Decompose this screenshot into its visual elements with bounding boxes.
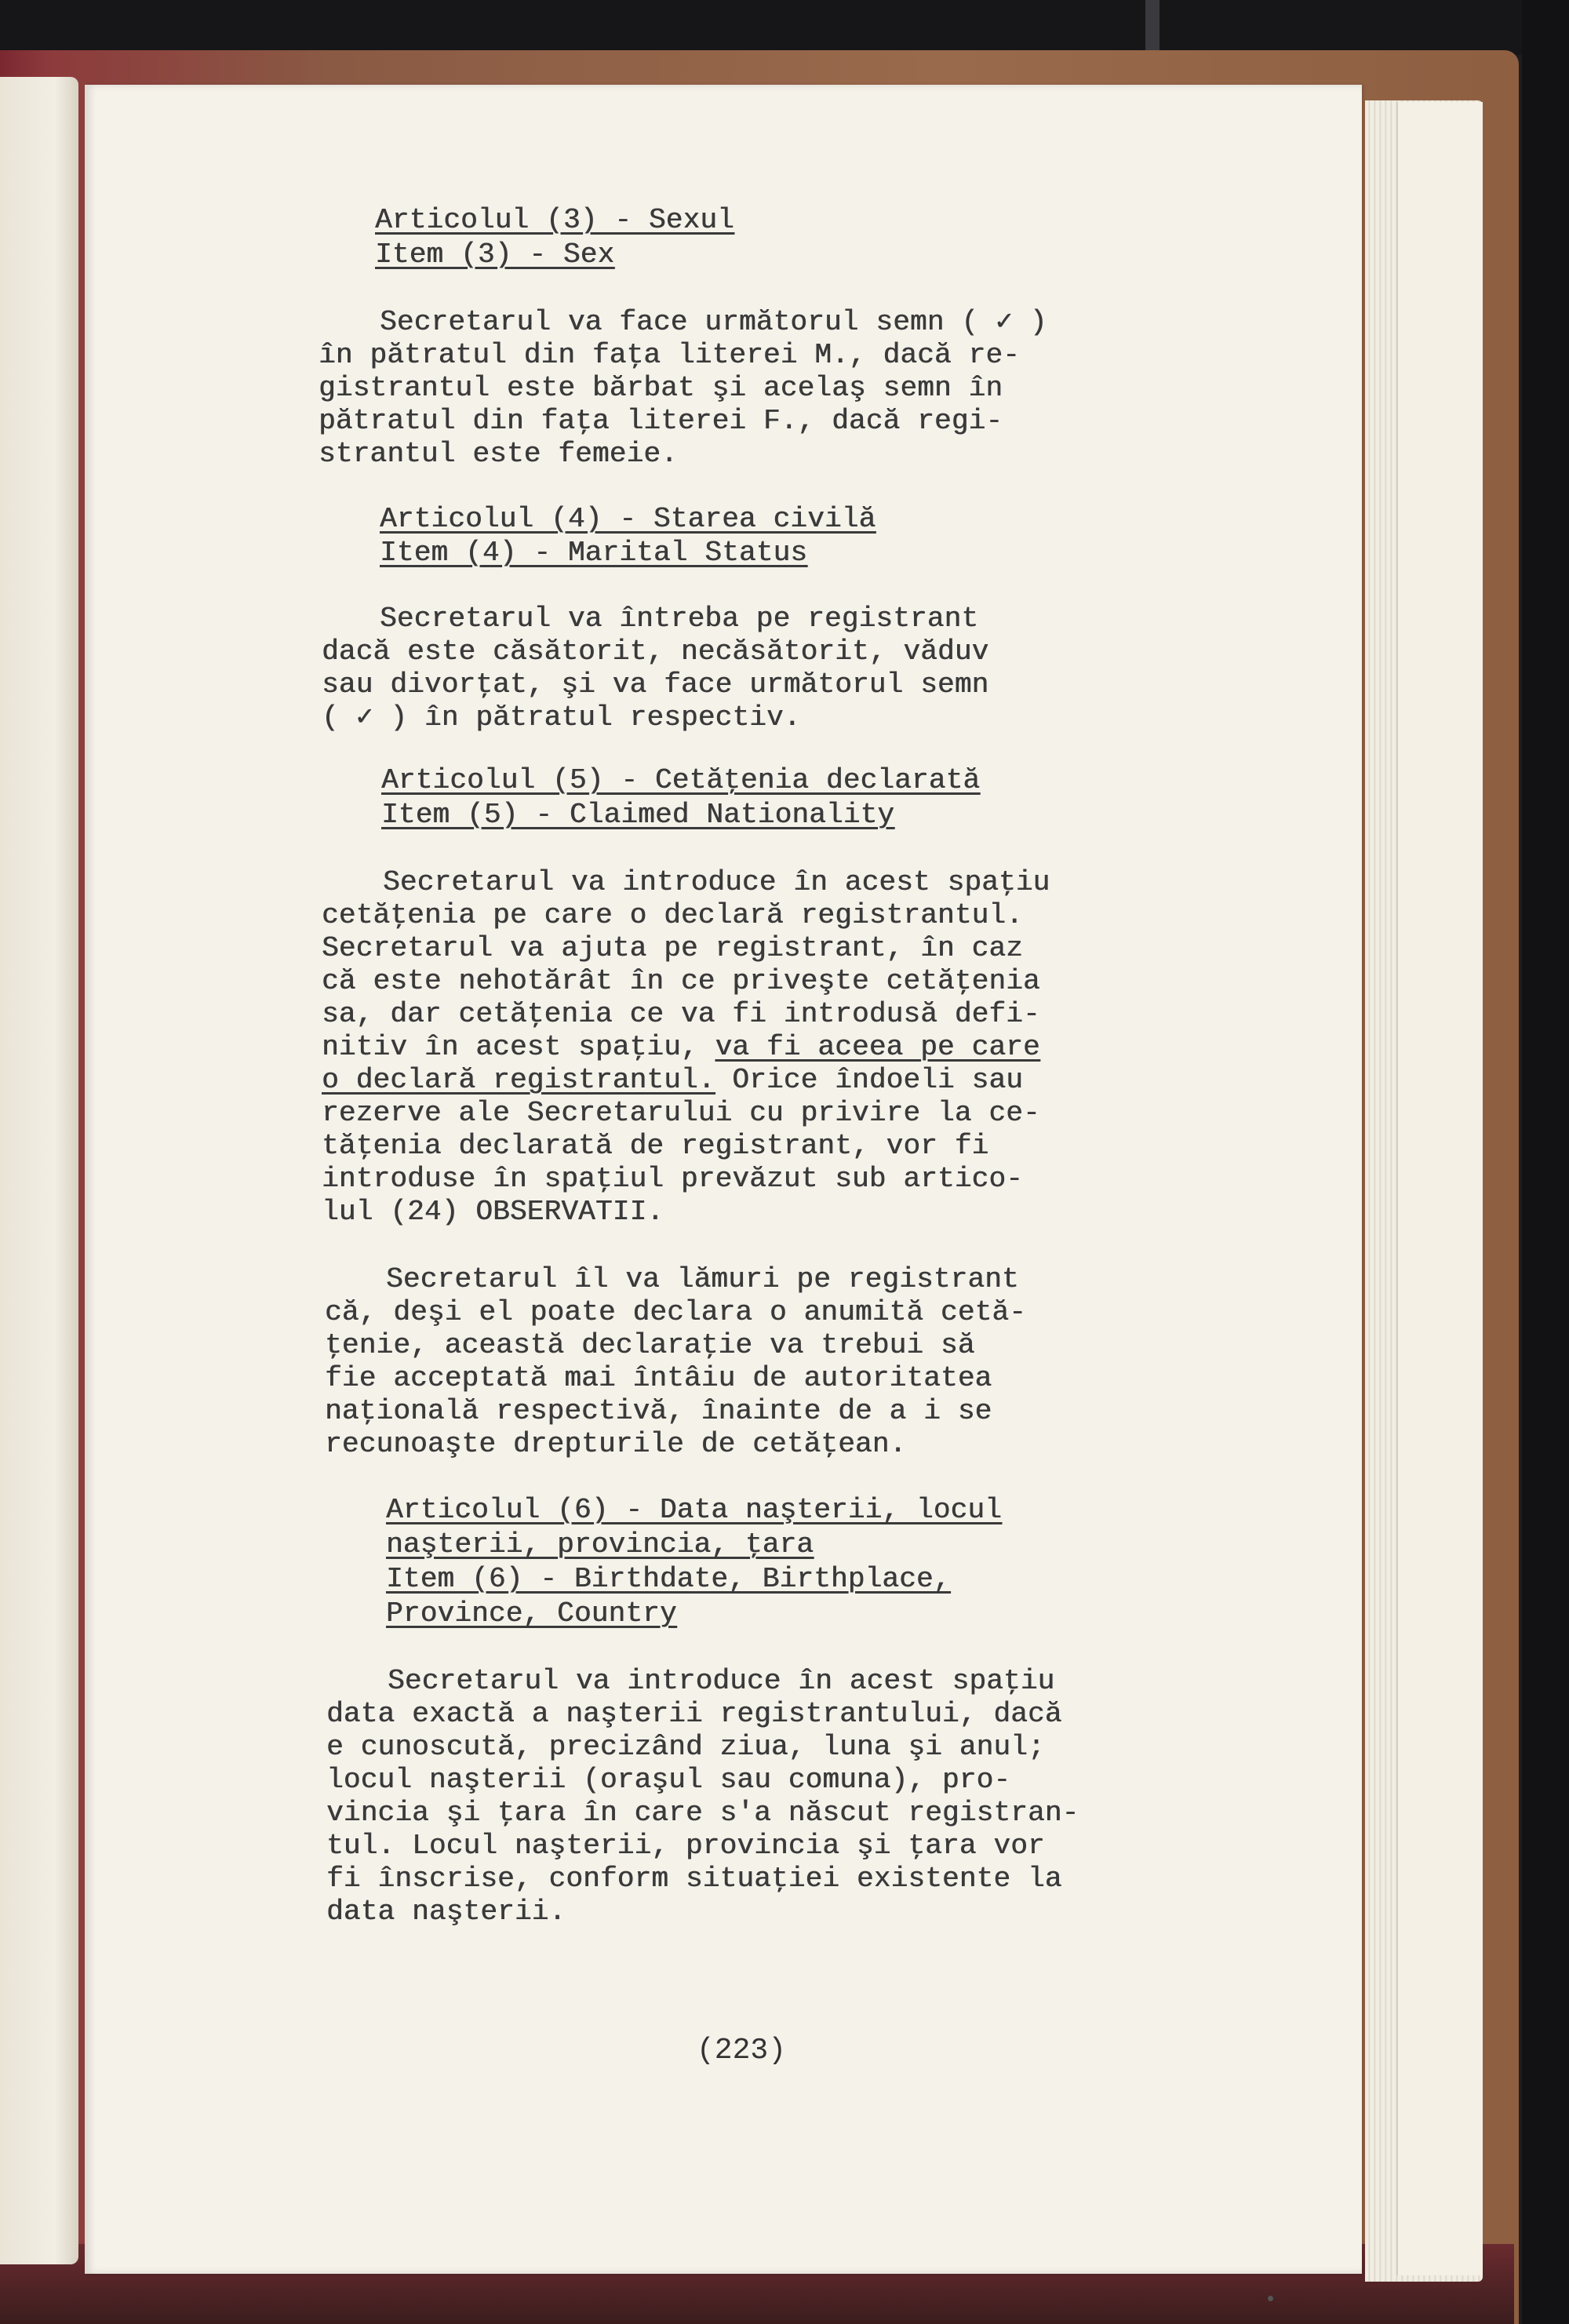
- section-5-text-line: lul (24) OBSERVATII.: [322, 1196, 664, 1228]
- section-5-text-line: Secretarul va introduce în acest spaţiu: [383, 866, 1050, 898]
- next-page-edge: [1396, 102, 1483, 2275]
- section-3-text-line: în pătratul din faţa literei M., dacă re-: [319, 339, 1020, 371]
- section-6-text-line: locul naşterii (oraşul sau comuna), pro-: [326, 1764, 1011, 1796]
- section-5-heading-ro: Articolul (5) - Cetăţenia declarată: [381, 764, 981, 796]
- section-3-text-line: pătratul din faţa literei F., dacă regi-: [319, 405, 1003, 437]
- section-6-heading-en: Item (6) - Birthdate, Birthplace,: [386, 1563, 951, 1595]
- text-segment: nitiv în acest spaţiu,: [322, 1031, 715, 1063]
- background-top: [0, 0, 1569, 55]
- section-3-heading-ro: Articolul (3) - Sexul: [375, 204, 734, 236]
- section-6-text-line: tul. Locul naşterii, provincia şi ţara vor: [326, 1830, 1045, 1862]
- section-5-text-line: Secretarul îl va lămuri pe registrant: [386, 1263, 1019, 1295]
- section-5-text-line: că este nehotărât în ce priveşte cetăţenia: [322, 965, 1040, 997]
- section-5-heading-en: Item (5) - Claimed Nationality: [381, 799, 895, 831]
- section-6-text-line: vincia şi ţara în care s'a născut registran-: [326, 1797, 1079, 1829]
- section-6-text-line: Secretarul va introduce în acest spaţiu: [388, 1665, 1055, 1697]
- section-3-heading-en: Item (3) - Sex: [375, 239, 615, 271]
- section-6-heading-ro: naşterii, provincia, ţara: [386, 1528, 814, 1561]
- section-6-text-line: data naşterii.: [326, 1896, 566, 1928]
- document-page: [85, 85, 1362, 2274]
- section-4-text-line: sau divorţat, şi va face următorul semn: [322, 668, 989, 701]
- section-5-text-line: sa, dar cetăţenia ce va fi introdusă defi-: [322, 998, 1040, 1030]
- section-5-text-line: fie acceptată mai întâiu de autoritatea: [325, 1362, 992, 1394]
- section-4-text-line: ( ✓ ) în pătratul respectiv.: [322, 701, 801, 734]
- section-6-text-line: fi înscrise, conform situaţiei existente la: [326, 1863, 1062, 1895]
- text-segment: Orice îndoeli sau: [715, 1064, 1023, 1096]
- underlined-phrase: va fi aceea pe care: [715, 1031, 1040, 1063]
- section-4-text-line: dacă este căsătorit, necăsătorit, văduv: [322, 636, 989, 668]
- section-5-text-line: [322, 1031, 1040, 1065]
- section-5-text-line: naţională respectivă, înainte de a i se: [325, 1395, 992, 1427]
- section-5-text-line: cetăţenia pe care o declară registrantul.: [322, 899, 1023, 931]
- section-6-heading-en: Province, Country: [386, 1597, 677, 1630]
- section-5-text-line: rezerve ale Secretarului cu privire la ce-: [322, 1097, 1040, 1129]
- section-3-text-line: strantul este femeie.: [319, 438, 678, 470]
- section-5-text-line: că, deşi el poate declara o anumită cetă-: [325, 1296, 1026, 1328]
- section-5-text-line: introduse în spaţiul prevăzut sub artico-: [322, 1163, 1023, 1195]
- section-6-heading-ro: Articolul (6) - Data naşterii, locul: [386, 1494, 1002, 1526]
- section-5-text-line: Secretarul va ajuta pe registrant, în caz: [322, 932, 1023, 964]
- underlined-phrase: o declară registrantul.: [322, 1064, 715, 1096]
- section-5-text-line: tăţenia declarată de registrant, vor fi: [322, 1130, 989, 1162]
- background-right: [1522, 0, 1569, 2324]
- left-page-edge: [0, 77, 78, 2264]
- section-3-text-line: gistrantul este bărbat şi acelaş semn în: [319, 372, 1003, 404]
- section-3-text-line: Secretarul va face următorul semn ( ✓ ): [380, 306, 1047, 338]
- section-5-text-line: recunoaşte drepturile de cetăţean.: [325, 1428, 907, 1460]
- background-strip: [1145, 0, 1159, 55]
- section-4-text-line: Secretarul va întreba pe registrant: [380, 603, 979, 635]
- section-5-text-line: ţenie, această declaraţie va trebui să: [325, 1329, 975, 1361]
- section-4-heading-ro: Articolul (4) - Starea civilă: [380, 503, 876, 535]
- section-4-heading-en: Item (4) - Marital Status: [380, 537, 808, 569]
- ink-speck: [1268, 2296, 1273, 2301]
- section-6-text-line: data exactă a naşterii registrantului, dacă: [326, 1698, 1062, 1730]
- section-5-text-line: [322, 1064, 1023, 1098]
- section-6-text-line: e cunoscută, precizând ziua, luna şi anul;: [326, 1731, 1045, 1763]
- page-number: (223): [697, 2034, 787, 2067]
